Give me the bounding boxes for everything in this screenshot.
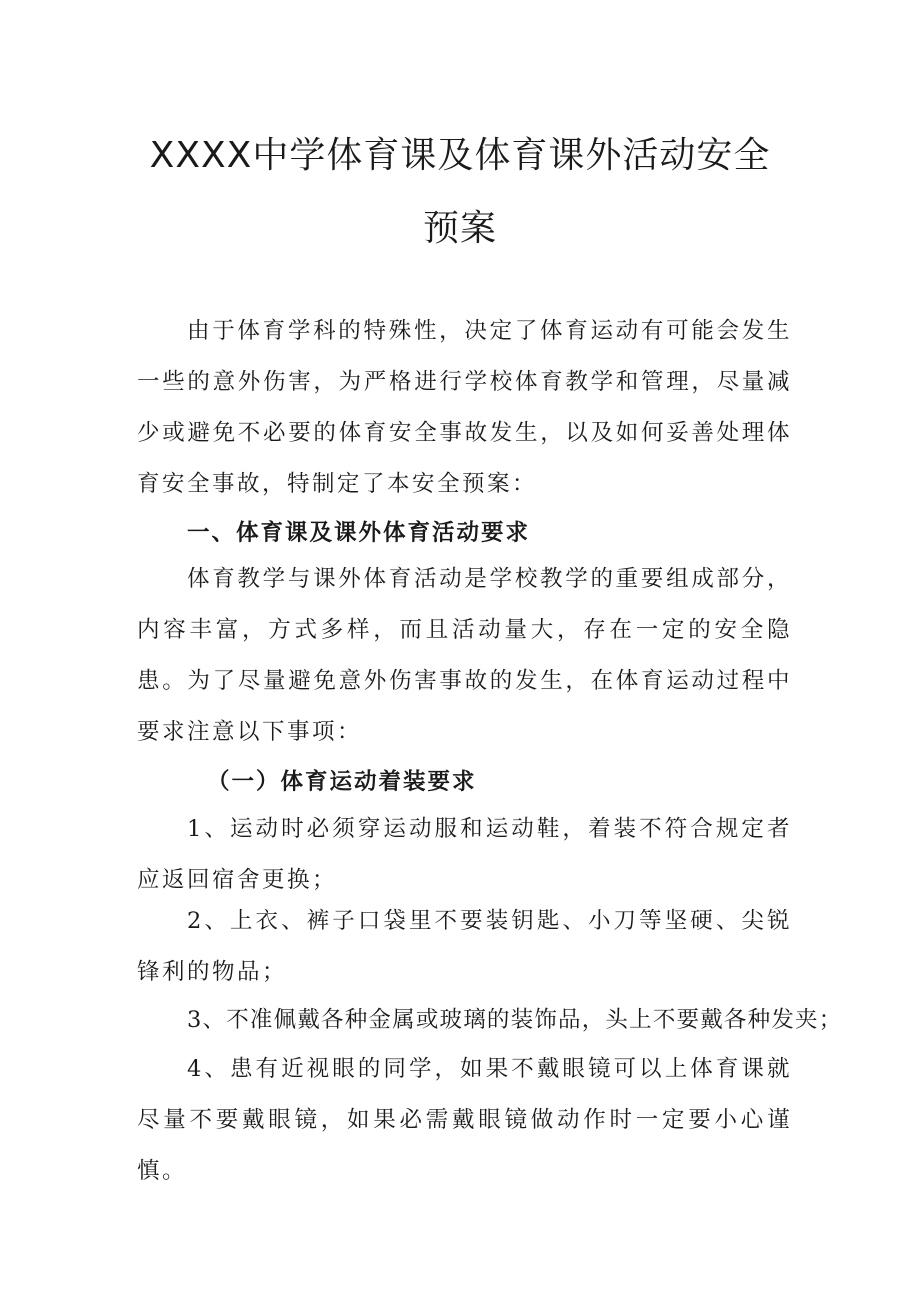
subsection-1-heading: （一）体育运动着装要求 <box>207 769 477 795</box>
section-1-paragraph: 体育教学与课外体育活动是学校教学的重要组成部分，内容丰富，方式多样，而且活动量大，存在一定的安全隐患。为了尽量避免意外伤害事故的发生，在体育运动过程中要求注意以下事项： <box>137 566 792 745</box>
document-title-line-2: 预案 <box>422 208 497 249</box>
list-item-3: 3、不准佩戴各种金属或玻璃的装饰品，头上不要戴各种发夹； <box>187 1007 843 1033</box>
section-1-heading: 一、体育课及课外体育活动要求 <box>187 520 531 546</box>
list-item-2: 2、上衣、裤子口袋里不要装钥匙、小刀等坚硬、尖锐锋利的物品； <box>137 908 792 985</box>
document-title-line-1: XXXX中学体育课及体育课外活动安全 <box>149 135 771 176</box>
list-item-4: 4、患有近视眼的同学，如果不戴眼镜可以上体育课就尽量不要戴眼镜，如果必需戴眼镜做动作时一定要小心谨慎。 <box>137 1056 792 1184</box>
list-item-1: 1、运动时必须穿运动服和运动鞋，着装不符合规定者应返回宿舍更换； <box>137 816 792 893</box>
intro-paragraph: 由于体育学科的特殊性，决定了体育运动有可能会发生一些的意外伤害，为严格进行学校体育教学和管理，尽量减少或避免不必要的体育安全事故发生，以及如何妥善处理体育安全事故，特制定了本安全预案： <box>137 318 792 497</box>
